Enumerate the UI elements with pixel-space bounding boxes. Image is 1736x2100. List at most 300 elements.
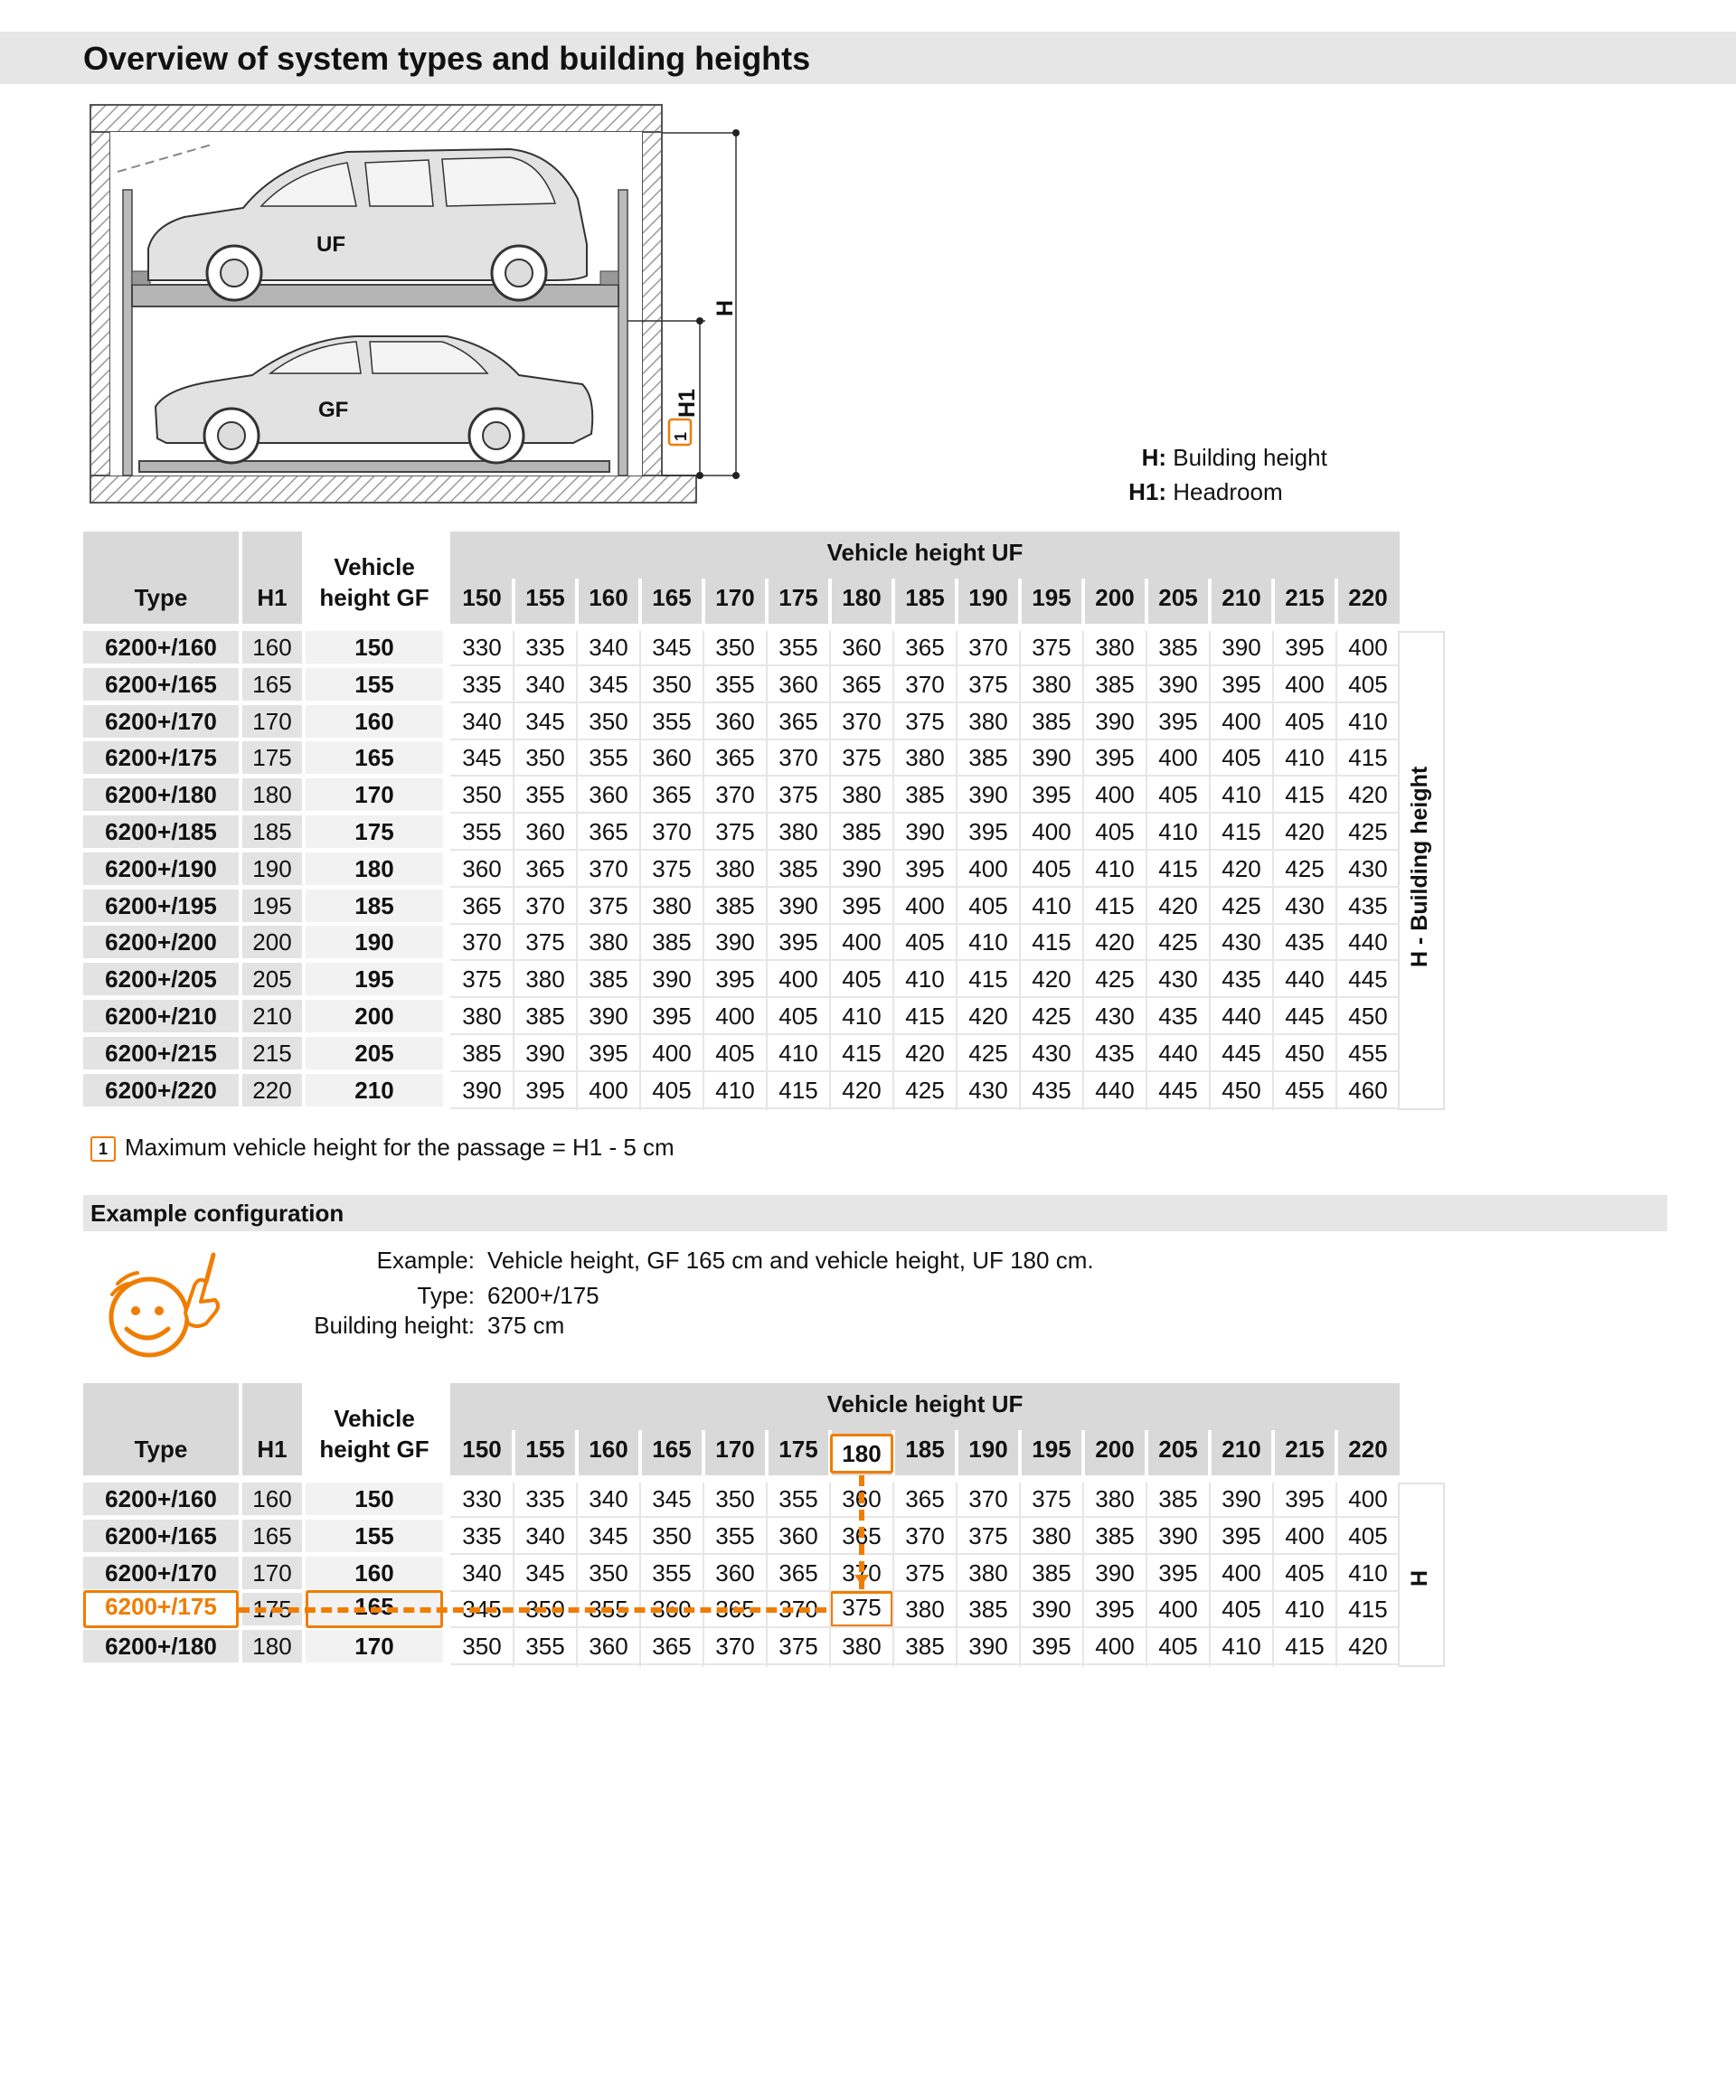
row-value: 345 [589,671,628,698]
h-dimension-label: H [712,299,738,316]
row-value: 335 [525,1485,565,1512]
row-value: 385 [525,1003,565,1030]
row-value: 385 [1095,671,1135,698]
row-h1: 165 [242,1520,302,1552]
row-h1: 205 [242,963,302,995]
row-value: 335 [462,1522,502,1549]
row-value: 415 [1222,818,1261,845]
row-value: 360 [462,855,502,882]
highlight-row-line [239,1607,826,1613]
header-uf-col: 175 [778,1436,818,1463]
row-value: 365 [462,892,502,919]
row-value: 365 [778,1559,818,1587]
row-value: 335 [525,634,565,661]
row-value: 405 [1285,1559,1325,1587]
row-value: 340 [589,634,628,661]
row-value: 395 [1158,1559,1198,1587]
row-value: 395 [525,1077,565,1104]
row-value: 380 [1032,1522,1071,1549]
row-value: 350 [715,1485,755,1512]
row-gf: 210 [306,1074,443,1107]
row-type: 6200+/180 [83,1630,239,1662]
row-value: 390 [1095,708,1135,735]
row-value: 390 [715,928,755,956]
row-gf: 205 [306,1037,443,1069]
example-text: Vehicle height, GF 165 cm and vehicle height, UF 180 cm. [487,1247,1094,1274]
row-value: 410 [1348,1559,1388,1587]
header-uf-col: 220 [1348,1436,1388,1463]
row-separator [450,664,1400,666]
header-uf-col: 150 [462,584,502,611]
row-type: 6200+/210 [83,1000,239,1032]
row-value: 395 [589,1040,628,1067]
row-value: 450 [1222,1077,1261,1104]
row-value: 420 [1348,1633,1388,1660]
legend-h1-text: Headroom [1173,478,1283,505]
row-value: 405 [905,928,945,956]
row-value: 390 [462,1077,502,1104]
row-value: 385 [1032,708,1071,735]
highlight-arrow-icon [854,1575,869,1586]
row-value: 405 [1158,781,1198,808]
row-value: 395 [715,965,755,993]
row-value: 390 [778,892,818,919]
body-col-separator [639,1483,641,1667]
row-type: 6200+/195 [83,890,239,922]
row-value: 390 [652,965,692,993]
row-value: 380 [1095,634,1135,661]
row-value: 345 [589,1522,628,1549]
legend-h-key: H: [1141,444,1166,471]
header-uf-col: 155 [525,584,565,611]
row-value: 350 [652,671,692,698]
row-value: 335 [462,671,502,698]
row-value: 360 [652,1596,692,1623]
row-value: 455 [1285,1077,1325,1104]
header-uf-col: 160 [589,584,628,611]
row-separator [450,1516,1400,1518]
row-value: 345 [652,634,692,661]
row-value: 370 [715,781,755,808]
row-value: 415 [1095,892,1135,919]
row-value: 400 [1348,1485,1388,1512]
body-col-separator [1082,631,1084,1110]
row-value: 390 [525,1040,565,1067]
row-value: 340 [525,1522,565,1549]
building-height-side-label: H - Building height [1407,766,1432,967]
row-value: 375 [589,892,628,919]
row-value: 365 [589,818,628,845]
row-value: 350 [462,1633,502,1660]
row-value: 425 [1158,928,1198,956]
row-separator [450,1590,1400,1592]
row-value: 410 [968,928,1008,956]
row-value: 355 [778,634,818,661]
row-gf: 165 [306,1590,443,1628]
body-col-separator [766,631,768,1110]
row-value: 375 [462,965,502,993]
row-value: 400 [1095,781,1135,808]
row-value: 380 [842,1633,882,1660]
body-col-separator [1209,631,1211,1110]
row-gf: 180 [306,852,443,885]
header-uf-col: 165 [652,1436,692,1463]
row-value: 365 [715,744,755,771]
row-separator [450,849,1400,851]
row-value: 375 [778,1633,818,1660]
row-value: 380 [842,781,882,808]
row-type: 6200+/200 [83,926,239,958]
body-col-separator [1335,631,1337,1110]
row-value: 425 [1222,892,1261,919]
gf-label: GF [318,398,349,422]
row-value: 380 [589,928,628,956]
highlight-col-line [859,1475,864,1589]
row-value: 415 [905,1003,945,1030]
body-col-separator [829,631,831,1110]
header-gf-line1: Vehicle [334,1405,415,1432]
row-gf: 155 [306,668,443,701]
row-h1: 170 [242,1557,302,1589]
row-value: 365 [652,781,692,808]
row-value: 415 [1032,928,1071,956]
row-value: 420 [842,1077,882,1104]
row-value: 415 [842,1040,882,1067]
header-uf-col: 215 [1285,584,1325,611]
row-value: 435 [1222,965,1261,993]
row-value: 385 [905,1633,945,1660]
row-gf: 150 [306,631,443,664]
row-h1: 200 [242,926,302,958]
row-value: 365 [778,708,818,735]
row-type: 6200+/170 [83,705,239,738]
row-value: 385 [462,1040,502,1067]
row-value: 385 [1158,1485,1198,1512]
row-value: 390 [1032,744,1071,771]
row-value: 375 [968,1522,1008,1549]
row-value: 420 [1032,965,1071,993]
row-value: 375 [830,1591,893,1627]
row-value: 450 [1348,1003,1388,1030]
legend-h-text: Building height [1173,444,1327,471]
row-type: 6200+/205 [83,963,239,995]
row-value: 400 [905,892,945,919]
building-height-value: 375 cm [487,1312,565,1339]
row-value: 415 [1285,1633,1325,1660]
row-value: 340 [462,1559,502,1587]
row-value: 355 [462,818,502,845]
row-value: 390 [1158,1522,1198,1549]
body-col-separator [1082,1483,1084,1667]
row-type: 6200+/165 [83,1520,239,1552]
body-col-separator [956,1483,958,1667]
row-h1: 210 [242,1000,302,1032]
header-uf: Vehicle height UF [826,539,1024,566]
header-gf-line1: Vehicle [334,553,415,580]
row-value: 400 [778,965,818,993]
row-gf: 195 [306,963,443,995]
row-value: 425 [905,1077,945,1104]
row-value: 430 [1348,855,1388,882]
header-gf-line2: height GF [319,584,429,611]
row-type: 6200+/185 [83,815,239,848]
row-value: 345 [462,1596,502,1623]
row-value: 365 [525,855,565,882]
row-value: 425 [1285,855,1325,882]
row-value: 440 [1285,965,1325,993]
row-value: 330 [462,634,502,661]
row-value: 355 [778,1485,818,1512]
row-h1: 195 [242,890,302,922]
row-value: 410 [778,1040,818,1067]
row-value: 410 [1285,1596,1325,1623]
row-value: 405 [968,892,1008,919]
row-value: 370 [589,855,628,882]
row-separator [450,923,1400,925]
header-uf-col: 165 [652,584,692,611]
row-value: 365 [905,634,945,661]
body-col-separator [639,631,641,1110]
row-value: 430 [968,1077,1008,1104]
row-value: 370 [968,1485,1008,1512]
row-value: 400 [1348,634,1388,661]
body-col-separator [513,1483,514,1667]
row-value: 410 [715,1077,755,1104]
body-col-separator [1335,1483,1337,1667]
row-value: 380 [1032,671,1071,698]
row-value: 375 [778,781,818,808]
row-value: 410 [842,1003,882,1030]
row-value: 400 [652,1040,692,1067]
row-value: 380 [968,1559,1008,1587]
row-value: 350 [652,1522,692,1549]
row-value: 390 [905,818,945,845]
h1-dimension-label: H1 [675,389,700,418]
row-value: 435 [1095,1040,1135,1067]
type-line [307,1281,599,1310]
row-value: 420 [1158,892,1198,919]
row-value: 420 [968,1003,1008,1030]
row-value: 355 [525,1633,565,1660]
row-gf: 165 [306,741,443,774]
row-value: 405 [1095,818,1135,845]
row-separator [450,1553,1400,1555]
row-value: 390 [1222,1485,1261,1512]
row-value: 405 [1158,1633,1198,1660]
row-value: 425 [1095,965,1135,993]
row-h1: 160 [242,631,302,664]
row-h1: 180 [242,778,302,811]
row-value: 395 [1285,634,1325,661]
row-value: 375 [652,855,692,882]
row-value: 380 [905,744,945,771]
row-value: 400 [1095,1633,1135,1660]
row-h1: 175 [242,741,302,774]
row-separator [450,1033,1400,1035]
row-value: 410 [905,965,945,993]
example-title: Example configuration [90,1200,344,1227]
row-value: 395 [1285,1485,1325,1512]
row-separator [450,812,1400,814]
row-value: 360 [778,671,818,698]
row-value: 400 [1285,1522,1325,1549]
header-uf-col: 175 [778,584,818,611]
header-type: Type [134,584,188,611]
row-value: 415 [1348,744,1388,771]
row-value: 370 [652,818,692,845]
row-value: 425 [968,1040,1008,1067]
row-value: 430 [1285,892,1325,919]
note-marker: 1 [90,1136,116,1162]
row-value: 390 [1032,1596,1071,1623]
row-value: 415 [968,965,1008,993]
row-value: 420 [905,1040,945,1067]
row-type: 6200+/180 [83,778,239,811]
type-label: Type: [417,1282,475,1309]
row-value: 405 [652,1077,692,1104]
row-value: 430 [1222,928,1261,956]
row-value: 445 [1285,1003,1325,1030]
row-value: 385 [715,892,755,919]
row-value: 380 [462,1003,502,1030]
row-value: 420 [1222,855,1261,882]
row-value: 420 [1285,818,1325,845]
header-uf-col: 185 [905,584,945,611]
row-h1: 215 [242,1037,302,1069]
header-uf-col: 205 [1158,584,1198,611]
body-col-separator [766,1483,768,1667]
row-value: 390 [1158,671,1198,698]
row-value: 400 [842,928,882,956]
row-value: 355 [715,671,755,698]
row-value: 365 [715,1596,755,1623]
row-value: 395 [652,1003,692,1030]
header-uf-col: 180 [842,584,882,611]
row-value: 405 [715,1040,755,1067]
body-col-separator [703,631,704,1110]
row-gf: 190 [306,926,443,958]
row-value: 430 [1032,1040,1071,1067]
row-value: 400 [1158,1596,1198,1623]
row-separator [450,1107,1400,1109]
figure-marker: 1 [672,431,690,441]
row-value: 415 [1285,781,1325,808]
row-value: 395 [1222,1522,1261,1549]
example-label: Example: [376,1247,475,1274]
row-value: 410 [1222,781,1261,808]
row-separator [450,739,1400,740]
row-value: 350 [589,708,628,735]
row-value: 385 [778,855,818,882]
row-value: 435 [1285,928,1325,956]
row-value: 365 [905,1485,945,1512]
row-h1: 180 [242,1630,302,1662]
row-h1: 160 [242,1483,302,1515]
row-value: 400 [1032,818,1071,845]
row-value: 385 [968,744,1008,771]
header-type: Type [134,1436,188,1463]
row-gf: 200 [306,1000,443,1032]
row-gf: 185 [306,890,443,922]
row-value: 395 [778,928,818,956]
row-value: 360 [842,634,882,661]
row-value: 420 [1348,781,1388,808]
row-value: 385 [652,928,692,956]
example-line [307,1246,1094,1275]
row-value: 385 [1158,634,1198,661]
header-uf-col: 160 [589,1436,628,1463]
header-uf-col: 150 [462,1436,502,1463]
row-value: 405 [1348,671,1388,698]
row-gf: 170 [306,778,443,811]
row-value: 425 [1032,1003,1071,1030]
header-uf-col: 190 [968,584,1008,611]
row-value: 445 [1348,965,1388,993]
row-value: 380 [968,708,1008,735]
row-value: 355 [715,1522,755,1549]
row-value: 360 [589,1633,628,1660]
row-value: 405 [1222,1596,1261,1623]
header-uf-col: 185 [905,1436,945,1463]
row-value: 370 [778,744,818,771]
row-value: 350 [525,1596,565,1623]
body-col-separator [576,631,578,1110]
row-value: 430 [1158,965,1198,993]
legend-h1-key: H1: [1128,478,1166,505]
row-type: 6200+/175 [83,1590,239,1628]
row-value: 345 [652,1485,692,1512]
row-value: 435 [1348,892,1388,919]
row-value: 460 [1348,1077,1388,1104]
row-value: 370 [968,634,1008,661]
row-value: 415 [1158,855,1198,882]
row-gf: 175 [306,815,443,848]
row-value: 385 [968,1596,1008,1623]
row-gf: 170 [306,1630,443,1662]
row-type: 6200+/220 [83,1074,239,1107]
building-height-line [307,1311,564,1340]
row-value: 405 [778,1003,818,1030]
row-value: 365 [842,671,882,698]
row-value: 375 [968,671,1008,698]
row-gf: 160 [306,1557,443,1589]
row-value: 380 [1095,1485,1135,1512]
row-value: 375 [1032,634,1071,661]
row-value: 360 [715,708,755,735]
header-uf-col: 200 [1095,584,1135,611]
row-h1: 190 [242,852,302,885]
header-uf-col: 170 [715,1436,755,1463]
header-h1: H1 [257,584,288,611]
row-value: 370 [905,1522,945,1549]
row-value: 425 [1348,818,1388,845]
row-value: 330 [462,1485,502,1512]
row-separator [450,1663,1400,1665]
smiley-pointing-icon [99,1249,226,1367]
row-value: 360 [652,744,692,771]
row-type: 6200+/170 [83,1557,239,1589]
row-value: 440 [1348,928,1388,956]
header-uf-col: 180 [830,1434,893,1474]
row-value: 340 [462,708,502,735]
row-value: 375 [905,708,945,735]
row-separator [450,886,1400,888]
row-value: 395 [842,892,882,919]
body-col-separator [1146,631,1147,1110]
row-value: 365 [652,1633,692,1660]
row-value: 380 [525,965,565,993]
header-uf-col: 205 [1158,1436,1198,1463]
